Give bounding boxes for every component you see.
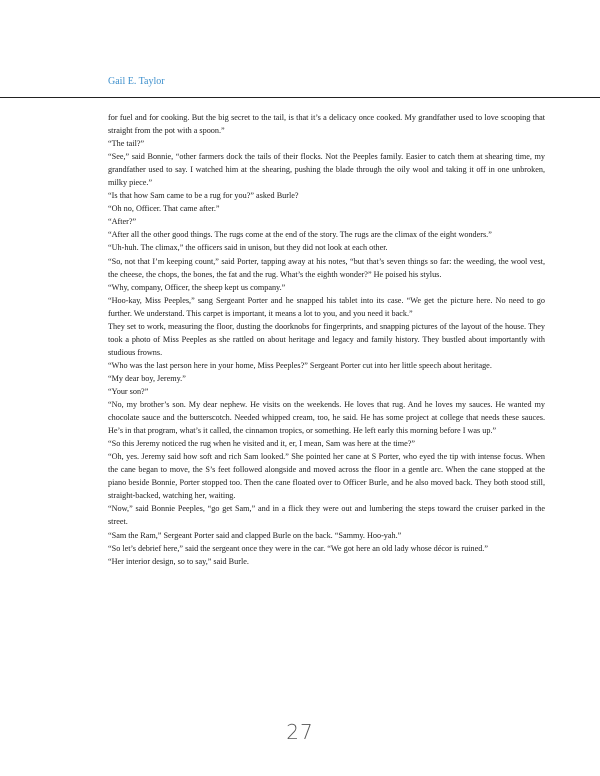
- paragraph: “Sam the Ram,” Sergeant Porter said and clapped Burle on the back. “Sammy. Hoo-yah.”: [108, 530, 402, 540]
- paragraph: “Is that how Sam came to be a rug for you?” asked Burle?: [108, 191, 299, 201]
- running-header-author: Gail E. Taylor: [108, 76, 165, 87]
- paragraph: “Oh, yes. Jeremy said how soft and rich Sam looked.” She pointed her cane at S Porter, who eyed the tip with intense focus. When the cane began to move, the S’s feet followed alongside and moved across the floor in a gentle arc. When the cane stopped at the piano beside Bonnie, Porter stopped too. Then the cane floated over to Officer Burle, and he also moved back. They both stood still, straight-backed, watching her, waiting.: [108, 452, 545, 501]
- paragraph: “Your son?”: [108, 386, 149, 396]
- paragraph: “Oh no, Officer. That came after.”: [108, 204, 220, 214]
- paragraph: “After all the other good things. The rugs come at the end of the story. The rugs are the climax of the eight wonders.”: [108, 230, 492, 240]
- paragraph: “See,” said Bonnie, “other farmers dock the tails of their flocks. Not the Peeples family. Easier to catch them at shearing time, my grandfather used to say. I watched him at the shearing, pushing the blade through the oily wool and taking it off in one unbroken, milky piece.”: [108, 152, 545, 188]
- paragraph: “No, my brother’s son. My dear nephew. He visits on the weekends. He loves that rug. And he loves my sauces. He wanted my chocolate sauce and the butterscotch. Needed whipped cream, too, he said. He has some project at college that needs these sauces. He’s in that program, what’s it called, the cinnamon tropics, or something. He left early this morning before I was up.”: [108, 400, 545, 436]
- paragraph: “Now,” said Bonnie Peeples, “go get Sam,” and in a flick they were out and lumbering the steps toward the cruiser parked in the street.: [108, 504, 545, 527]
- paragraph: “So this Jeremy noticed the rug when he visited and it, er, I mean, Sam was here at the time?”: [108, 439, 416, 449]
- header-divider: [0, 97, 600, 98]
- paragraph: “Hoo-kay, Miss Peeples,” sang Sergeant Porter and he snapped his tablet into its case. “We get the picture here. No need to go further. We understand. This carpet is important, it means a lot to you, and you need it back.”: [108, 295, 545, 318]
- paragraph: “Uh-huh. The climax,” the officers said in unison, but they did not look at each other.: [108, 243, 388, 253]
- paragraph: for fuel and for cooking. But the big secret to the tail, is that it’s a delicacy once cooked. My grandfather used to love scooping that straight from the pot with a spoon.”: [108, 113, 545, 136]
- paragraph: “Why, company, Officer, the sheep kept us company.”: [108, 282, 286, 292]
- paragraph: “Who was the last person here in your home, Miss Peeples?” Sergeant Porter cut into her little speech about heritage.: [108, 360, 492, 370]
- paragraph: “So, not that I’m keeping count,” said Porter, tapping away at his notes, “but that’s seven things so far: the weeding, the wool vest, the cheese, the chops, the bones, the fat and the rug. What’s the eighth wonder?” He poised his stylus.: [108, 256, 545, 279]
- paragraph: “So let’s debrief here,” said the sergeant once they were in the car. “We got here an old lady whose décor is ruined.”: [108, 543, 488, 553]
- page-number: 27: [286, 720, 314, 744]
- paragraph: “The tail?”: [108, 139, 145, 149]
- paragraph: “Her interior design, so to say,” said Burle.: [108, 556, 249, 566]
- paragraph: “After?”: [108, 217, 137, 227]
- page-body-text: [108, 111, 545, 568]
- paragraph: “My dear boy, Jeremy.”: [108, 373, 186, 383]
- paragraph: They set to work, measuring the floor, dusting the doorknobs for fingerprints, and snapping pictures of the layout of the house. They took a photo of Miss Peeples as she rattled on about heritage and legacy and family history. They bustled about importantly with studious frowns.: [108, 321, 545, 357]
